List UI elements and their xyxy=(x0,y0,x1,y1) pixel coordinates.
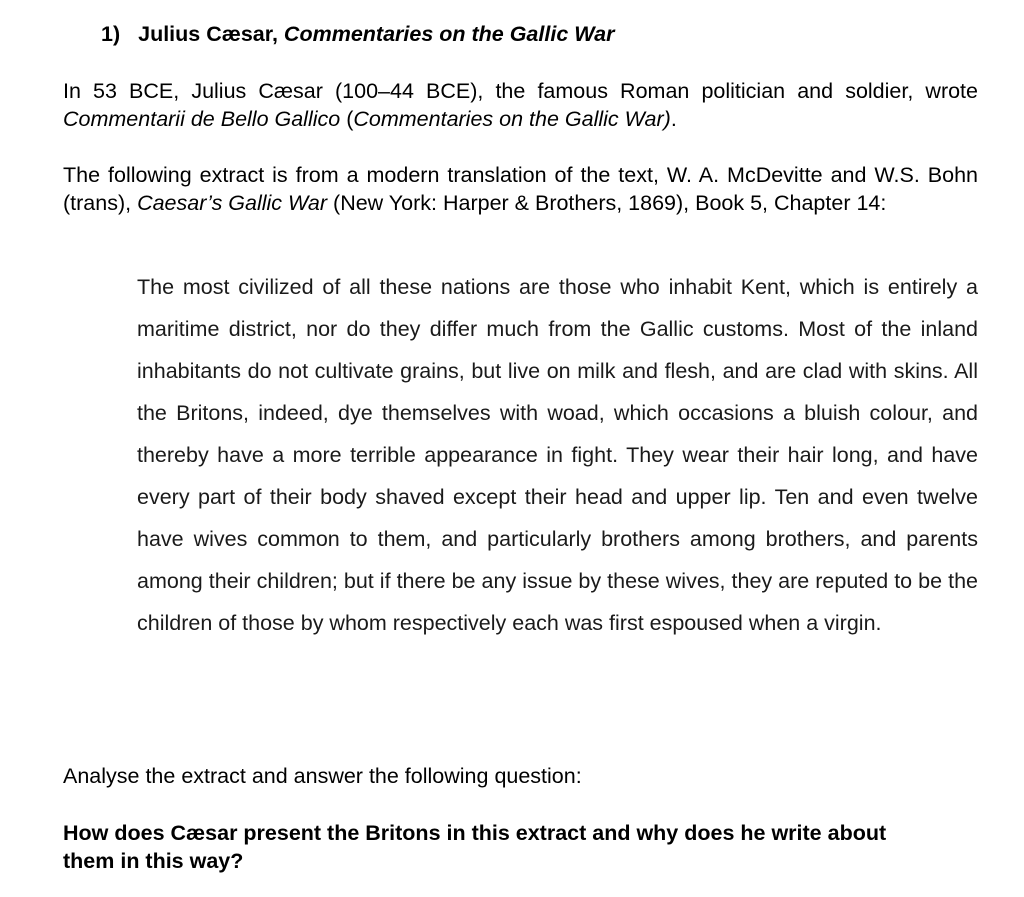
source-book-title: Caesar’s Gallic War xyxy=(137,190,328,215)
question-heading xyxy=(101,20,614,48)
source-paragraph xyxy=(63,162,978,217)
heading-number: 1) xyxy=(101,22,121,46)
heading-work-title: Commentaries on the Gallic War xyxy=(283,22,615,46)
heading-author: Julius Cæsar, xyxy=(138,22,278,46)
source-text-1: The following extract is from a modern translation of the text, W. A. McDevitte and W.S. Bohn (trans), xyxy=(63,163,978,215)
intro-english-title: Commentaries on the Gallic War) xyxy=(353,106,671,131)
extract-block-quote: The most civilized of all these nations are those who inhabit Kent, which is entirely a maritime district, nor do they differ much from the Gallic customs. Most of the inland inhabitants do not cultivate grains, but live on milk and flesh, and are clad with skins. All the Britons, indeed, dye themselves with woad, which occasions a bluish colour, and thereby have a more terrible appearance in fight. They wear their hair long, and have every part of their body shaved except their head and upper lip. Ten and even twelve have wives common to them, and particularly brothers among brothers, and parents among their children; but if there be any issue by these wives, they are reputed to be the children of those by whom respectively each was first espoused when a virgin. xyxy=(137,275,978,635)
intro-text-3: . xyxy=(670,106,677,131)
intro-text-2: ( xyxy=(340,106,354,131)
essay-question: How does Cæsar present the Britons in this extract and why does he write about them in this way? xyxy=(63,821,887,873)
source-text-2: (New York: Harper & Brothers, 1869), Book 5, Chapter 14: xyxy=(327,190,887,215)
intro-text-1: In 53 BCE, Julius Cæsar (100–44 BCE), the famous Roman politician and soldier, wrote xyxy=(63,79,978,103)
intro-paragraph xyxy=(63,78,978,133)
intro-latin-title: Commentarii de Bello Gallico xyxy=(63,106,341,131)
instruction-paragraph: Analyse the extract and answer the following question: xyxy=(63,764,582,788)
